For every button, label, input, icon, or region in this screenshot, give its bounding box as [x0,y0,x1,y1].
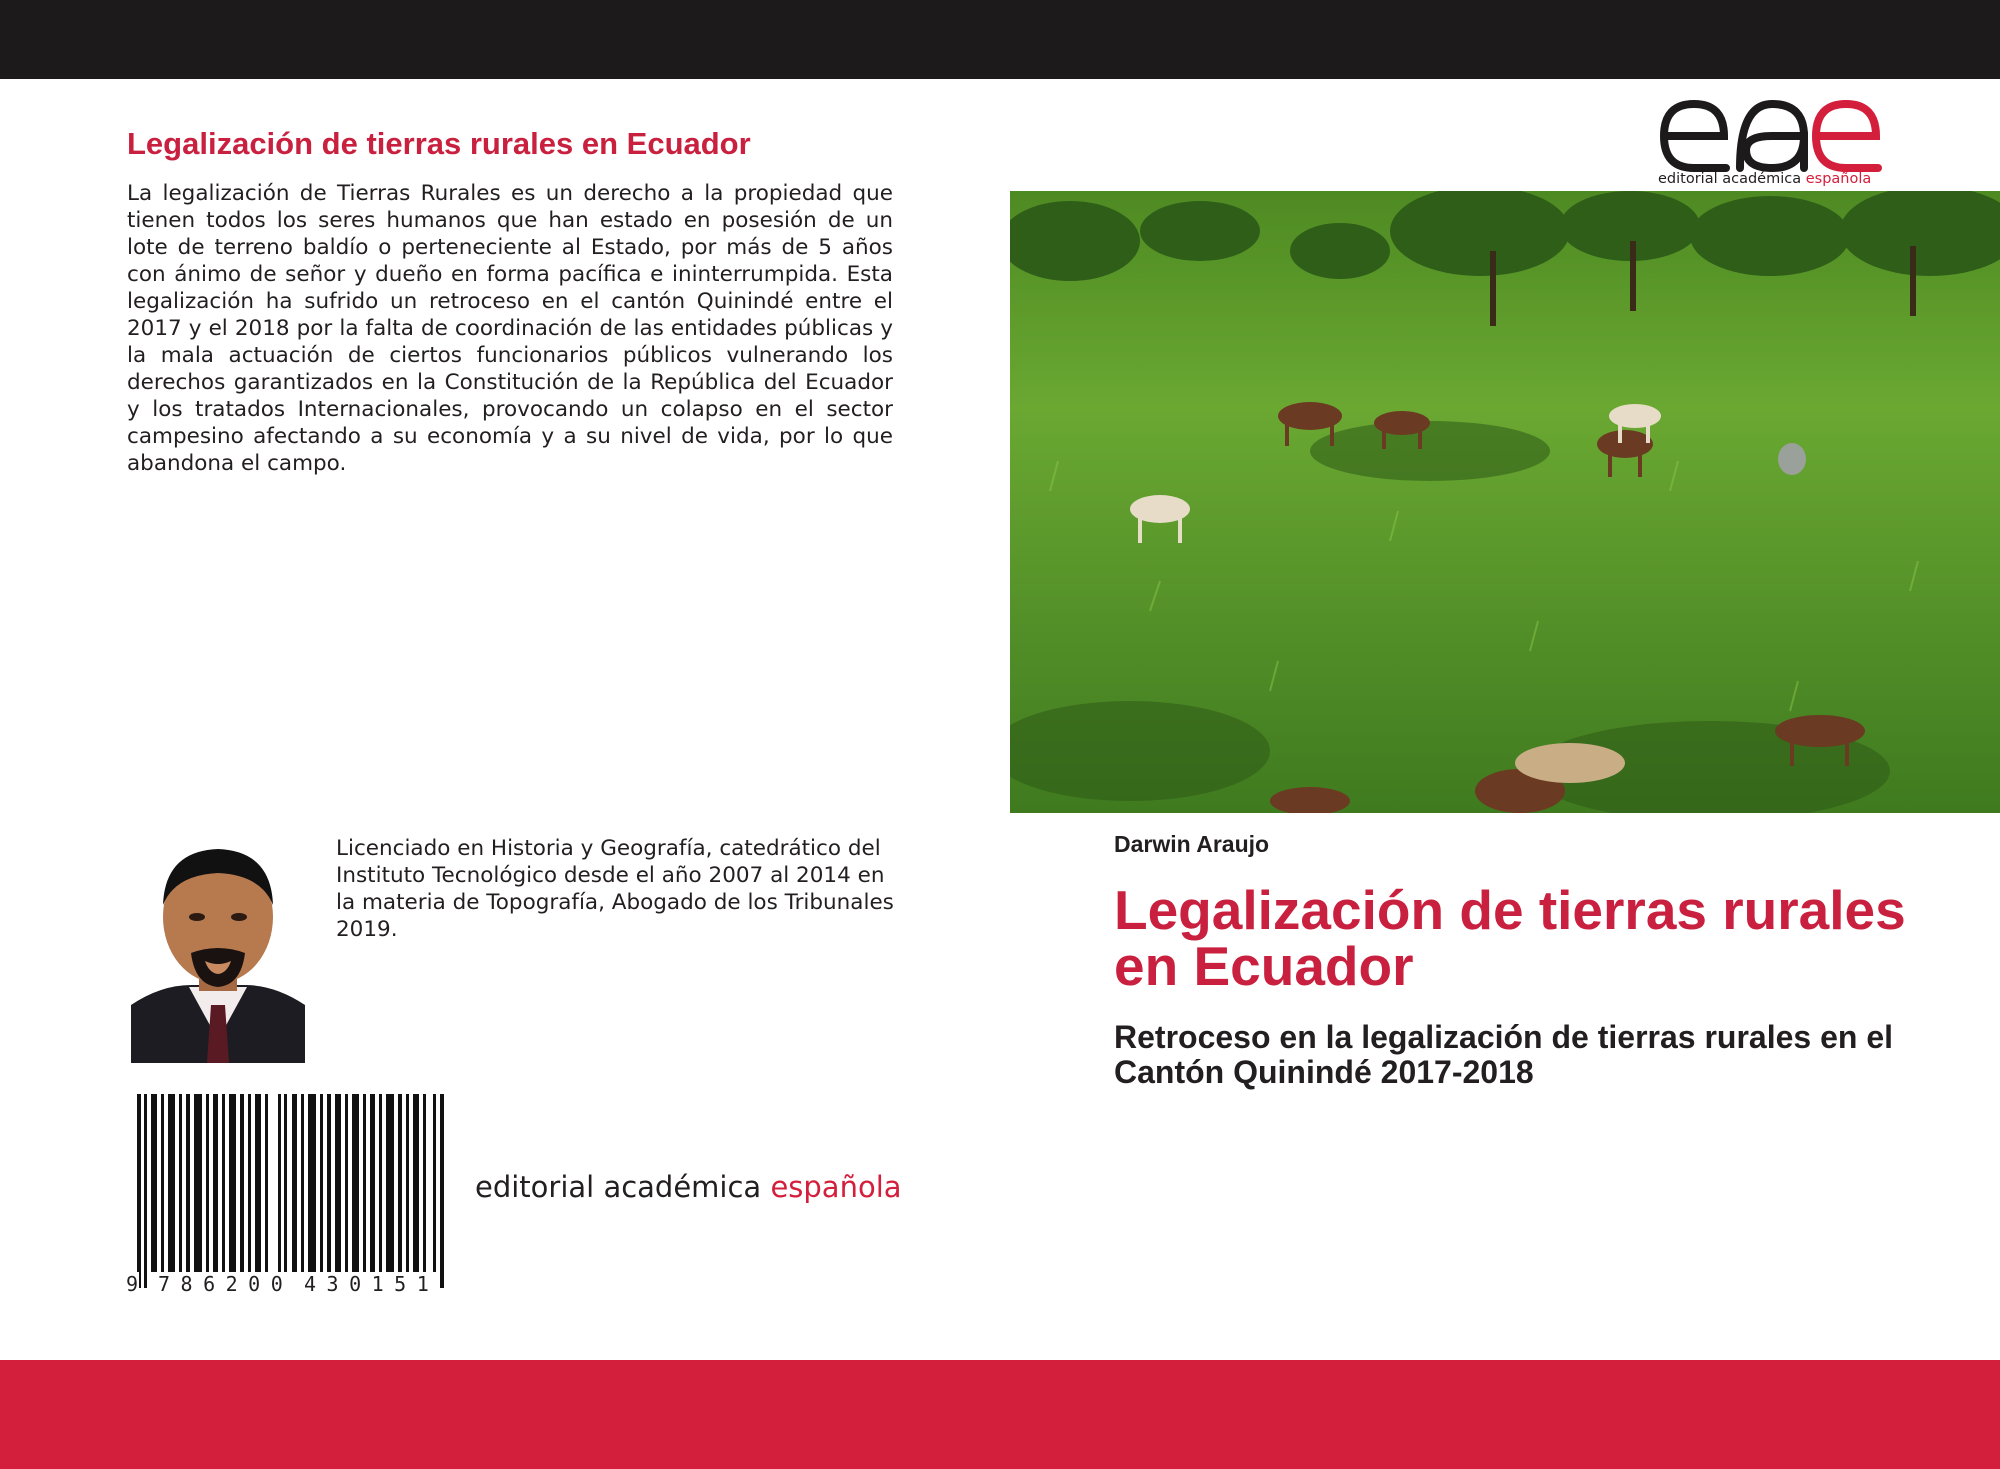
isbn-digits [127,1272,459,1296]
front-cover-title: Legalización de tierras rurales en Ecuador [1114,879,1906,997]
author-photo [131,835,305,1063]
bottom-band [0,1360,2000,1469]
isbn-digit-prefix: 9 [126,1272,139,1296]
isbn-digits-group-2: 430151 [304,1272,440,1296]
logo-caption-accent: española [1805,171,1872,187]
author-bio: Licenciado en Historia y Geografía, catedrático del Instituto Tecnológico desde el año 2007 al 2014 en la materia de Topografía, Abogado de los Tribunales 2019. [336,836,894,942]
barcode-icon [127,1094,459,1294]
author-name: Darwin Araujo [1114,831,1270,857]
logo-caption [1658,171,1871,187]
back-cover-title: Legalización de tierras rurales en Ecuador [127,126,751,161]
logo-caption-main: editorial académica [1658,171,1802,187]
publisher-main: editorial académica [475,1170,762,1204]
front-cover-subtitle: Retroceso en la legalización de tierras rurales en el Cantón Quinindé 2017-2018 [1114,1019,1893,1090]
back-publisher-name [475,1170,902,1204]
publisher-accent: española [770,1170,902,1204]
cover-photo [1010,191,2000,813]
top-band [0,0,2000,79]
back-cover-blurb: La legalización de Tierras Rurales es un derecho a la propiedad que tienen todos los seres humanos que han estado en posesión de un lote de terreno baldío o perteneciente al Estado, por más de 5 años con ánimo de señor y dueño en forma pacífica e ininterrumpida. Esta legalización ha sufrido un retroceso en el cantón Quinindé entre el 2017 y el 2018 por la falta de coordinación de las entidades públicas y la mala actuación de ciertos funcionarios públicos vulnerando los derechos garantizados en la Constitución de la República del Ecuador y los tratados Internacionales, provocando un colapso en el sector campesino afectando a su economía y a su nivel de vida, por lo que abandona el campo. [127,181,893,476]
isbn-digits-group-1: 786200 [158,1272,294,1296]
